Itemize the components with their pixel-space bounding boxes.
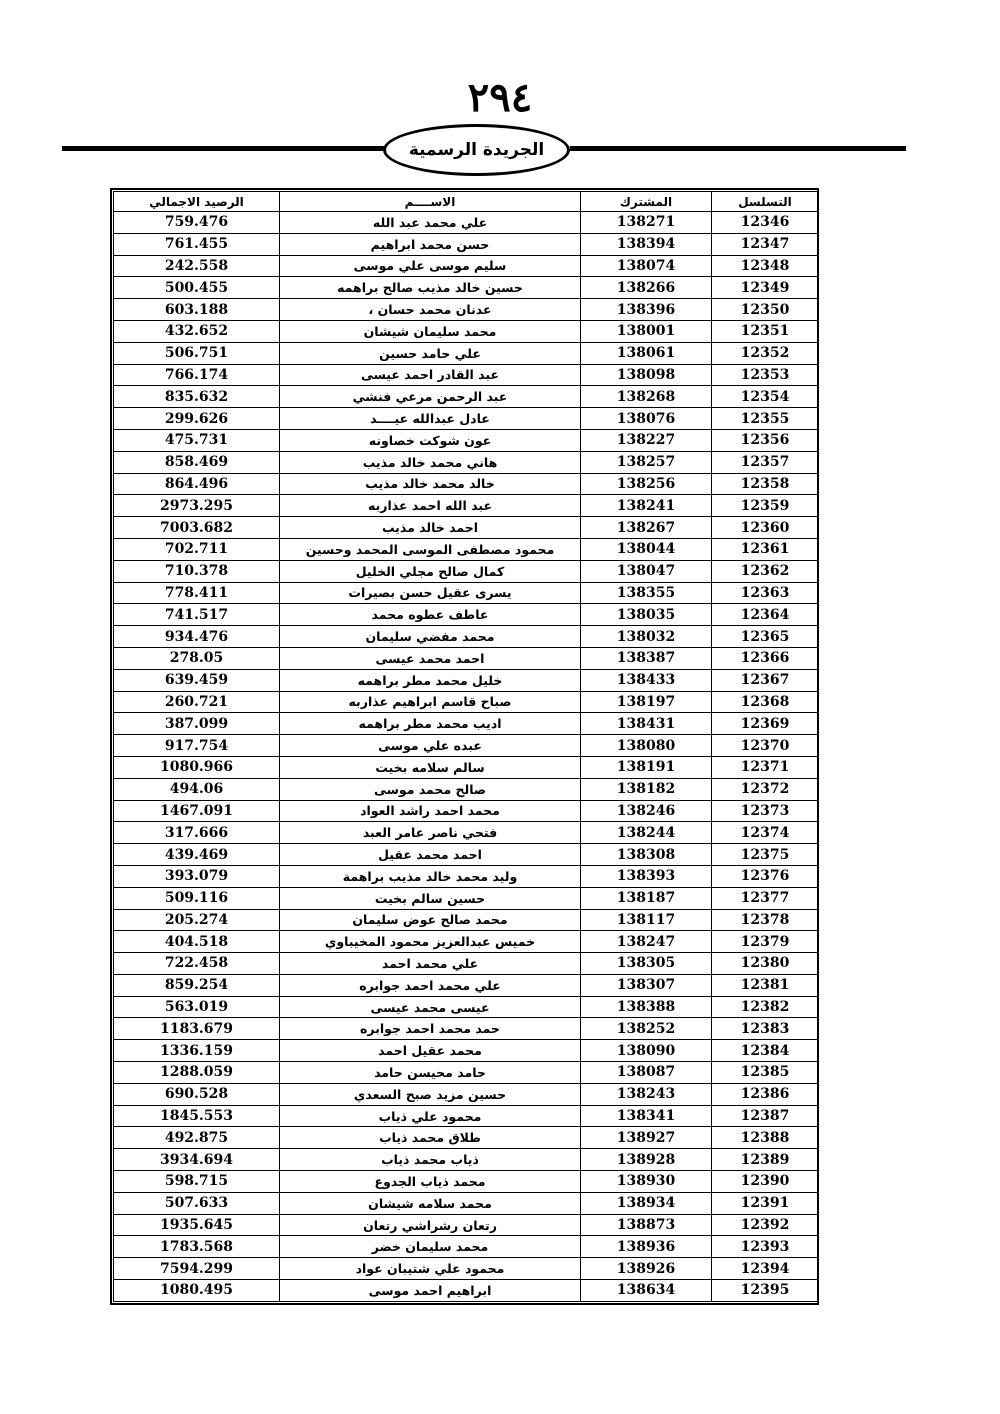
subscriber-cell: 138268	[581, 386, 712, 408]
balance-cell: 242.558	[114, 255, 280, 277]
name-cell: خليل محمد مطر براهمه	[280, 669, 581, 691]
serial-cell: 12373	[712, 800, 819, 822]
balance-cell: 1183.679	[114, 1018, 280, 1040]
table-row	[114, 996, 819, 1018]
table-row	[114, 778, 819, 800]
name-cell: وليد محمد خالد مذيب براهمة	[280, 865, 581, 887]
name-cell: فتحي ناصر عامر العبد	[280, 822, 581, 844]
subscriber-cell: 138873	[581, 1214, 712, 1236]
serial-cell: 12356	[712, 429, 819, 451]
name-cell: اديب محمد مطر براهمه	[280, 713, 581, 735]
subscriber-cell: 138634	[581, 1280, 712, 1302]
name-cell: عبد القادر احمد عيسى	[280, 364, 581, 386]
subscriber-cell: 138388	[581, 996, 712, 1018]
balance-cell: 278.05	[114, 647, 280, 669]
serial-cell: 12381	[712, 974, 819, 996]
balance-cell: 1288.059	[114, 1062, 280, 1084]
subscriber-cell: 138247	[581, 931, 712, 953]
table-row	[114, 1127, 819, 1149]
balance-cell: 858.469	[114, 451, 280, 473]
serial-cell: 12361	[712, 538, 819, 560]
table-row	[114, 713, 819, 735]
name-cell: حسين مزيد صبح السعدي	[280, 1083, 581, 1105]
table-row	[114, 299, 819, 321]
serial-cell: 12350	[712, 299, 819, 321]
serial-cell: 12362	[712, 560, 819, 582]
name-cell: عبد الرحمن مرعي فنشي	[280, 386, 581, 408]
subscriber-cell: 138394	[581, 233, 712, 255]
table-row	[114, 887, 819, 909]
balance-cell: 506.751	[114, 342, 280, 364]
balance-cell: 7003.682	[114, 517, 280, 539]
page-number: ٢٩٤	[467, 74, 533, 121]
header-name: الاســــم	[280, 192, 581, 212]
balance-cell: 494.06	[114, 778, 280, 800]
name-cell: عدنان محمد حسان ،	[280, 299, 581, 321]
subscriber-cell: 138061	[581, 342, 712, 364]
balance-cell: 603.188	[114, 299, 280, 321]
balance-cell: 260.721	[114, 691, 280, 713]
balance-cell: 639.459	[114, 669, 280, 691]
table-row	[114, 844, 819, 866]
name-cell: عبد الله احمد عذاربه	[280, 495, 581, 517]
name-cell: حسين خالد مذيب صالح براهمه	[280, 277, 581, 299]
balance-cell: 1935.645	[114, 1214, 280, 1236]
balance-cell: 1336.159	[114, 1040, 280, 1062]
table-row	[114, 735, 819, 757]
balance-cell: 759.476	[114, 212, 280, 234]
subscriber-cell: 138926	[581, 1258, 712, 1280]
table-row	[114, 691, 819, 713]
table-row	[114, 538, 819, 560]
header-rule-left	[62, 146, 384, 151]
balance-cell: 761.455	[114, 233, 280, 255]
subscriber-cell: 138090	[581, 1040, 712, 1062]
balance-cell: 766.174	[114, 364, 280, 386]
serial-cell: 12353	[712, 364, 819, 386]
table-row	[114, 1236, 819, 1258]
subscriber-cell: 138271	[581, 212, 712, 234]
table-row	[114, 320, 819, 342]
balance-cell: 741.517	[114, 604, 280, 626]
table-row	[114, 1258, 819, 1280]
name-cell: احمد محمد عيسى	[280, 647, 581, 669]
serial-cell: 12389	[712, 1149, 819, 1171]
table-row	[114, 473, 819, 495]
name-cell: عون شوكت خصاونه	[280, 429, 581, 451]
name-cell: سليم موسى علي موسى	[280, 255, 581, 277]
table-row	[114, 1192, 819, 1214]
header-rule-right	[570, 146, 906, 151]
table-row	[114, 604, 819, 626]
subscriber-cell: 138927	[581, 1127, 712, 1149]
table-row	[114, 495, 819, 517]
name-cell: رتعان رشراشي رتعان	[280, 1214, 581, 1236]
serial-cell: 12354	[712, 386, 819, 408]
name-cell: محمد سليمان شيشان	[280, 320, 581, 342]
name-cell: علي حامد حسين	[280, 342, 581, 364]
serial-cell: 12352	[712, 342, 819, 364]
table-row	[114, 451, 819, 473]
balance-cell: 7594.299	[114, 1258, 280, 1280]
balance-cell: 1080.966	[114, 756, 280, 778]
balance-cell: 507.633	[114, 1192, 280, 1214]
table-row	[114, 1018, 819, 1040]
serial-cell: 12367	[712, 669, 819, 691]
table-row	[114, 909, 819, 931]
balance-cell: 917.754	[114, 735, 280, 757]
serial-cell: 12349	[712, 277, 819, 299]
serial-cell: 12371	[712, 756, 819, 778]
name-cell: محمد سلامه شيشان	[280, 1192, 581, 1214]
subscriber-cell: 138187	[581, 887, 712, 909]
serial-cell: 12360	[712, 517, 819, 539]
balance-cell: 710.378	[114, 560, 280, 582]
table-row	[114, 582, 819, 604]
name-cell: محمد مفضي سليمان	[280, 626, 581, 648]
balance-cell: 3934.694	[114, 1149, 280, 1171]
balance-cell: 299.626	[114, 408, 280, 430]
balance-cell: 722.458	[114, 953, 280, 975]
subscriber-cell: 138044	[581, 538, 712, 560]
table-row	[114, 1083, 819, 1105]
subscriber-cell: 138241	[581, 495, 712, 517]
name-cell: ذياب محمد ذياب	[280, 1149, 581, 1171]
table-row	[114, 647, 819, 669]
table-row	[114, 277, 819, 299]
serial-cell: 12369	[712, 713, 819, 735]
serial-cell: 12377	[712, 887, 819, 909]
balance-cell: 393.079	[114, 865, 280, 887]
name-cell: احمد خالد مذيب	[280, 517, 581, 539]
subscriber-cell: 138246	[581, 800, 712, 822]
name-cell: سالم سلامه بخيت	[280, 756, 581, 778]
table-row	[114, 865, 819, 887]
table-row	[114, 1214, 819, 1236]
subscriber-cell: 138341	[581, 1105, 712, 1127]
name-cell: حسن محمد ابراهيم	[280, 233, 581, 255]
table-row	[114, 1040, 819, 1062]
subscribers-table	[113, 191, 819, 1302]
name-cell: صباح قاسم ابراهيم عذاربه	[280, 691, 581, 713]
masthead-title: الجريدة الرسمية	[408, 140, 545, 160]
table-row	[114, 233, 819, 255]
table-row	[114, 669, 819, 691]
balance-cell: 563.019	[114, 996, 280, 1018]
table-row	[114, 1280, 819, 1302]
subscriber-cell: 138197	[581, 691, 712, 713]
subscriber-cell: 138355	[581, 582, 712, 604]
subscriber-cell: 138001	[581, 320, 712, 342]
table-row	[114, 1149, 819, 1171]
serial-cell: 12351	[712, 320, 819, 342]
subscriber-cell: 138243	[581, 1083, 712, 1105]
subscriber-cell: 138393	[581, 865, 712, 887]
balance-cell: 509.116	[114, 887, 280, 909]
subscriber-cell: 138267	[581, 517, 712, 539]
table-body	[114, 212, 819, 1302]
balance-cell: 835.632	[114, 386, 280, 408]
name-cell: عبده علي موسى	[280, 735, 581, 757]
serial-cell: 12384	[712, 1040, 819, 1062]
name-cell: عيسى محمد عيسى	[280, 996, 581, 1018]
subscriber-cell: 138117	[581, 909, 712, 931]
name-cell: كمال صالح مجلي الخليل	[280, 560, 581, 582]
balance-cell: 934.476	[114, 626, 280, 648]
subscriber-cell: 138252	[581, 1018, 712, 1040]
subscriber-cell: 138934	[581, 1192, 712, 1214]
serial-cell: 12372	[712, 778, 819, 800]
name-cell: محمد احمد راشد العواد	[280, 800, 581, 822]
balance-cell: 404.518	[114, 931, 280, 953]
name-cell: خالد محمد خالد مذيب	[280, 473, 581, 495]
subscriber-cell: 138244	[581, 822, 712, 844]
subscriber-cell: 138191	[581, 756, 712, 778]
header-balance: الرصيد الاجمالي	[114, 192, 280, 212]
balance-cell: 1845.553	[114, 1105, 280, 1127]
serial-cell: 12346	[712, 212, 819, 234]
serial-cell: 12376	[712, 865, 819, 887]
name-cell: عادل عبدالله عيــــد	[280, 408, 581, 430]
balance-cell: 598.715	[114, 1171, 280, 1193]
serial-cell: 12347	[712, 233, 819, 255]
serial-cell: 12390	[712, 1171, 819, 1193]
name-cell: خميس عبدالعزيز محمود المخيباوي	[280, 931, 581, 953]
table-row	[114, 1105, 819, 1127]
name-cell: حسين سالم بخيت	[280, 887, 581, 909]
table-row	[114, 342, 819, 364]
name-cell: علي محمد عبد الله	[280, 212, 581, 234]
name-cell: حمد محمد احمد جوابره	[280, 1018, 581, 1040]
balance-cell: 1080.495	[114, 1280, 280, 1302]
serial-cell: 12355	[712, 408, 819, 430]
subscriber-cell: 138076	[581, 408, 712, 430]
balance-cell: 432.652	[114, 320, 280, 342]
name-cell: علي محمد احمد	[280, 953, 581, 975]
serial-cell: 12385	[712, 1062, 819, 1084]
table-row	[114, 756, 819, 778]
serial-cell: 12391	[712, 1192, 819, 1214]
serial-cell: 12380	[712, 953, 819, 975]
serial-cell: 12393	[712, 1236, 819, 1258]
name-cell: محمد ذياب الجدوع	[280, 1171, 581, 1193]
table-row	[114, 364, 819, 386]
balance-cell: 387.099	[114, 713, 280, 735]
name-cell: محمود مصطفى الموسى المحمد وحسين	[280, 538, 581, 560]
name-cell: محمد سليمان خضر	[280, 1236, 581, 1258]
serial-cell: 12348	[712, 255, 819, 277]
balance-cell: 690.528	[114, 1083, 280, 1105]
name-cell: علي محمد احمد جوابره	[280, 974, 581, 996]
table-row	[114, 212, 819, 234]
balance-cell: 205.274	[114, 909, 280, 931]
serial-cell: 12374	[712, 822, 819, 844]
subscriber-cell: 138307	[581, 974, 712, 996]
serial-cell: 12368	[712, 691, 819, 713]
balance-cell: 778.411	[114, 582, 280, 604]
subscriber-cell: 138087	[581, 1062, 712, 1084]
subscriber-cell: 138266	[581, 277, 712, 299]
serial-cell: 12358	[712, 473, 819, 495]
table-row	[114, 429, 819, 451]
serial-cell: 12378	[712, 909, 819, 931]
table-row	[114, 1062, 819, 1084]
serial-cell: 12359	[712, 495, 819, 517]
subscriber-cell: 138047	[581, 560, 712, 582]
subscriber-cell: 138396	[581, 299, 712, 321]
balance-cell: 475.731	[114, 429, 280, 451]
balance-cell: 492.875	[114, 1127, 280, 1149]
header-serial: التسلسل	[712, 192, 819, 212]
balance-cell: 1783.568	[114, 1236, 280, 1258]
table-row	[114, 974, 819, 996]
name-cell: محمد عقيل احمد	[280, 1040, 581, 1062]
subscriber-cell: 138305	[581, 953, 712, 975]
name-cell: صالح محمد موسى	[280, 778, 581, 800]
table-row	[114, 517, 819, 539]
name-cell: يسرى عقيل حسن بصيرات	[280, 582, 581, 604]
subscriber-cell: 138032	[581, 626, 712, 648]
balance-cell: 2973.295	[114, 495, 280, 517]
subscriber-cell: 138182	[581, 778, 712, 800]
serial-cell: 12375	[712, 844, 819, 866]
balance-cell: 439.469	[114, 844, 280, 866]
subscriber-cell: 138928	[581, 1149, 712, 1171]
serial-cell: 12370	[712, 735, 819, 757]
name-cell: محمد صالح عوض سليمان	[280, 909, 581, 931]
serial-cell: 12364	[712, 604, 819, 626]
table-header-row	[114, 192, 819, 212]
table-row	[114, 560, 819, 582]
subscribers-table-frame	[110, 188, 819, 1305]
serial-cell: 12365	[712, 626, 819, 648]
serial-cell: 12379	[712, 931, 819, 953]
table-row	[114, 386, 819, 408]
table-row	[114, 626, 819, 648]
table-row	[114, 800, 819, 822]
subscriber-cell: 138930	[581, 1171, 712, 1193]
subscriber-cell: 138387	[581, 647, 712, 669]
serial-cell: 12383	[712, 1018, 819, 1040]
serial-cell: 12357	[712, 451, 819, 473]
subscriber-cell: 138074	[581, 255, 712, 277]
name-cell: احمد محمد عقيل	[280, 844, 581, 866]
subscriber-cell: 138035	[581, 604, 712, 626]
subscriber-cell: 138227	[581, 429, 712, 451]
subscriber-cell: 138098	[581, 364, 712, 386]
subscriber-cell: 138257	[581, 451, 712, 473]
balance-cell: 859.254	[114, 974, 280, 996]
name-cell: طلاق محمد ذياب	[280, 1127, 581, 1149]
table-row	[114, 931, 819, 953]
subscriber-cell: 138308	[581, 844, 712, 866]
balance-cell: 500.455	[114, 277, 280, 299]
serial-cell: 12394	[712, 1258, 819, 1280]
masthead-oval	[383, 124, 570, 176]
serial-cell: 12366	[712, 647, 819, 669]
serial-cell: 12388	[712, 1127, 819, 1149]
subscriber-cell: 138433	[581, 669, 712, 691]
serial-cell: 12363	[712, 582, 819, 604]
serial-cell: 12395	[712, 1280, 819, 1302]
serial-cell: 12387	[712, 1105, 819, 1127]
name-cell: محمود علي ذياب	[280, 1105, 581, 1127]
subscriber-cell: 138256	[581, 473, 712, 495]
table-row	[114, 1171, 819, 1193]
subscriber-cell: 138936	[581, 1236, 712, 1258]
balance-cell: 1467.091	[114, 800, 280, 822]
name-cell: محمود علي شتيبان عواد	[280, 1258, 581, 1280]
subscriber-cell: 138080	[581, 735, 712, 757]
balance-cell: 702.711	[114, 538, 280, 560]
table-row	[114, 255, 819, 277]
name-cell: عاطف عطوه محمد	[280, 604, 581, 626]
name-cell: هاني محمد خالد مذيب	[280, 451, 581, 473]
subscriber-cell: 138431	[581, 713, 712, 735]
balance-cell: 317.666	[114, 822, 280, 844]
serial-cell: 12386	[712, 1083, 819, 1105]
serial-cell: 12382	[712, 996, 819, 1018]
table-row	[114, 822, 819, 844]
name-cell: ابراهيم احمد موسى	[280, 1280, 581, 1302]
table-row	[114, 408, 819, 430]
table-row	[114, 953, 819, 975]
balance-cell: 864.496	[114, 473, 280, 495]
name-cell: حامد محيسن حامد	[280, 1062, 581, 1084]
serial-cell: 12392	[712, 1214, 819, 1236]
header-subscriber: المشترك	[581, 192, 712, 212]
